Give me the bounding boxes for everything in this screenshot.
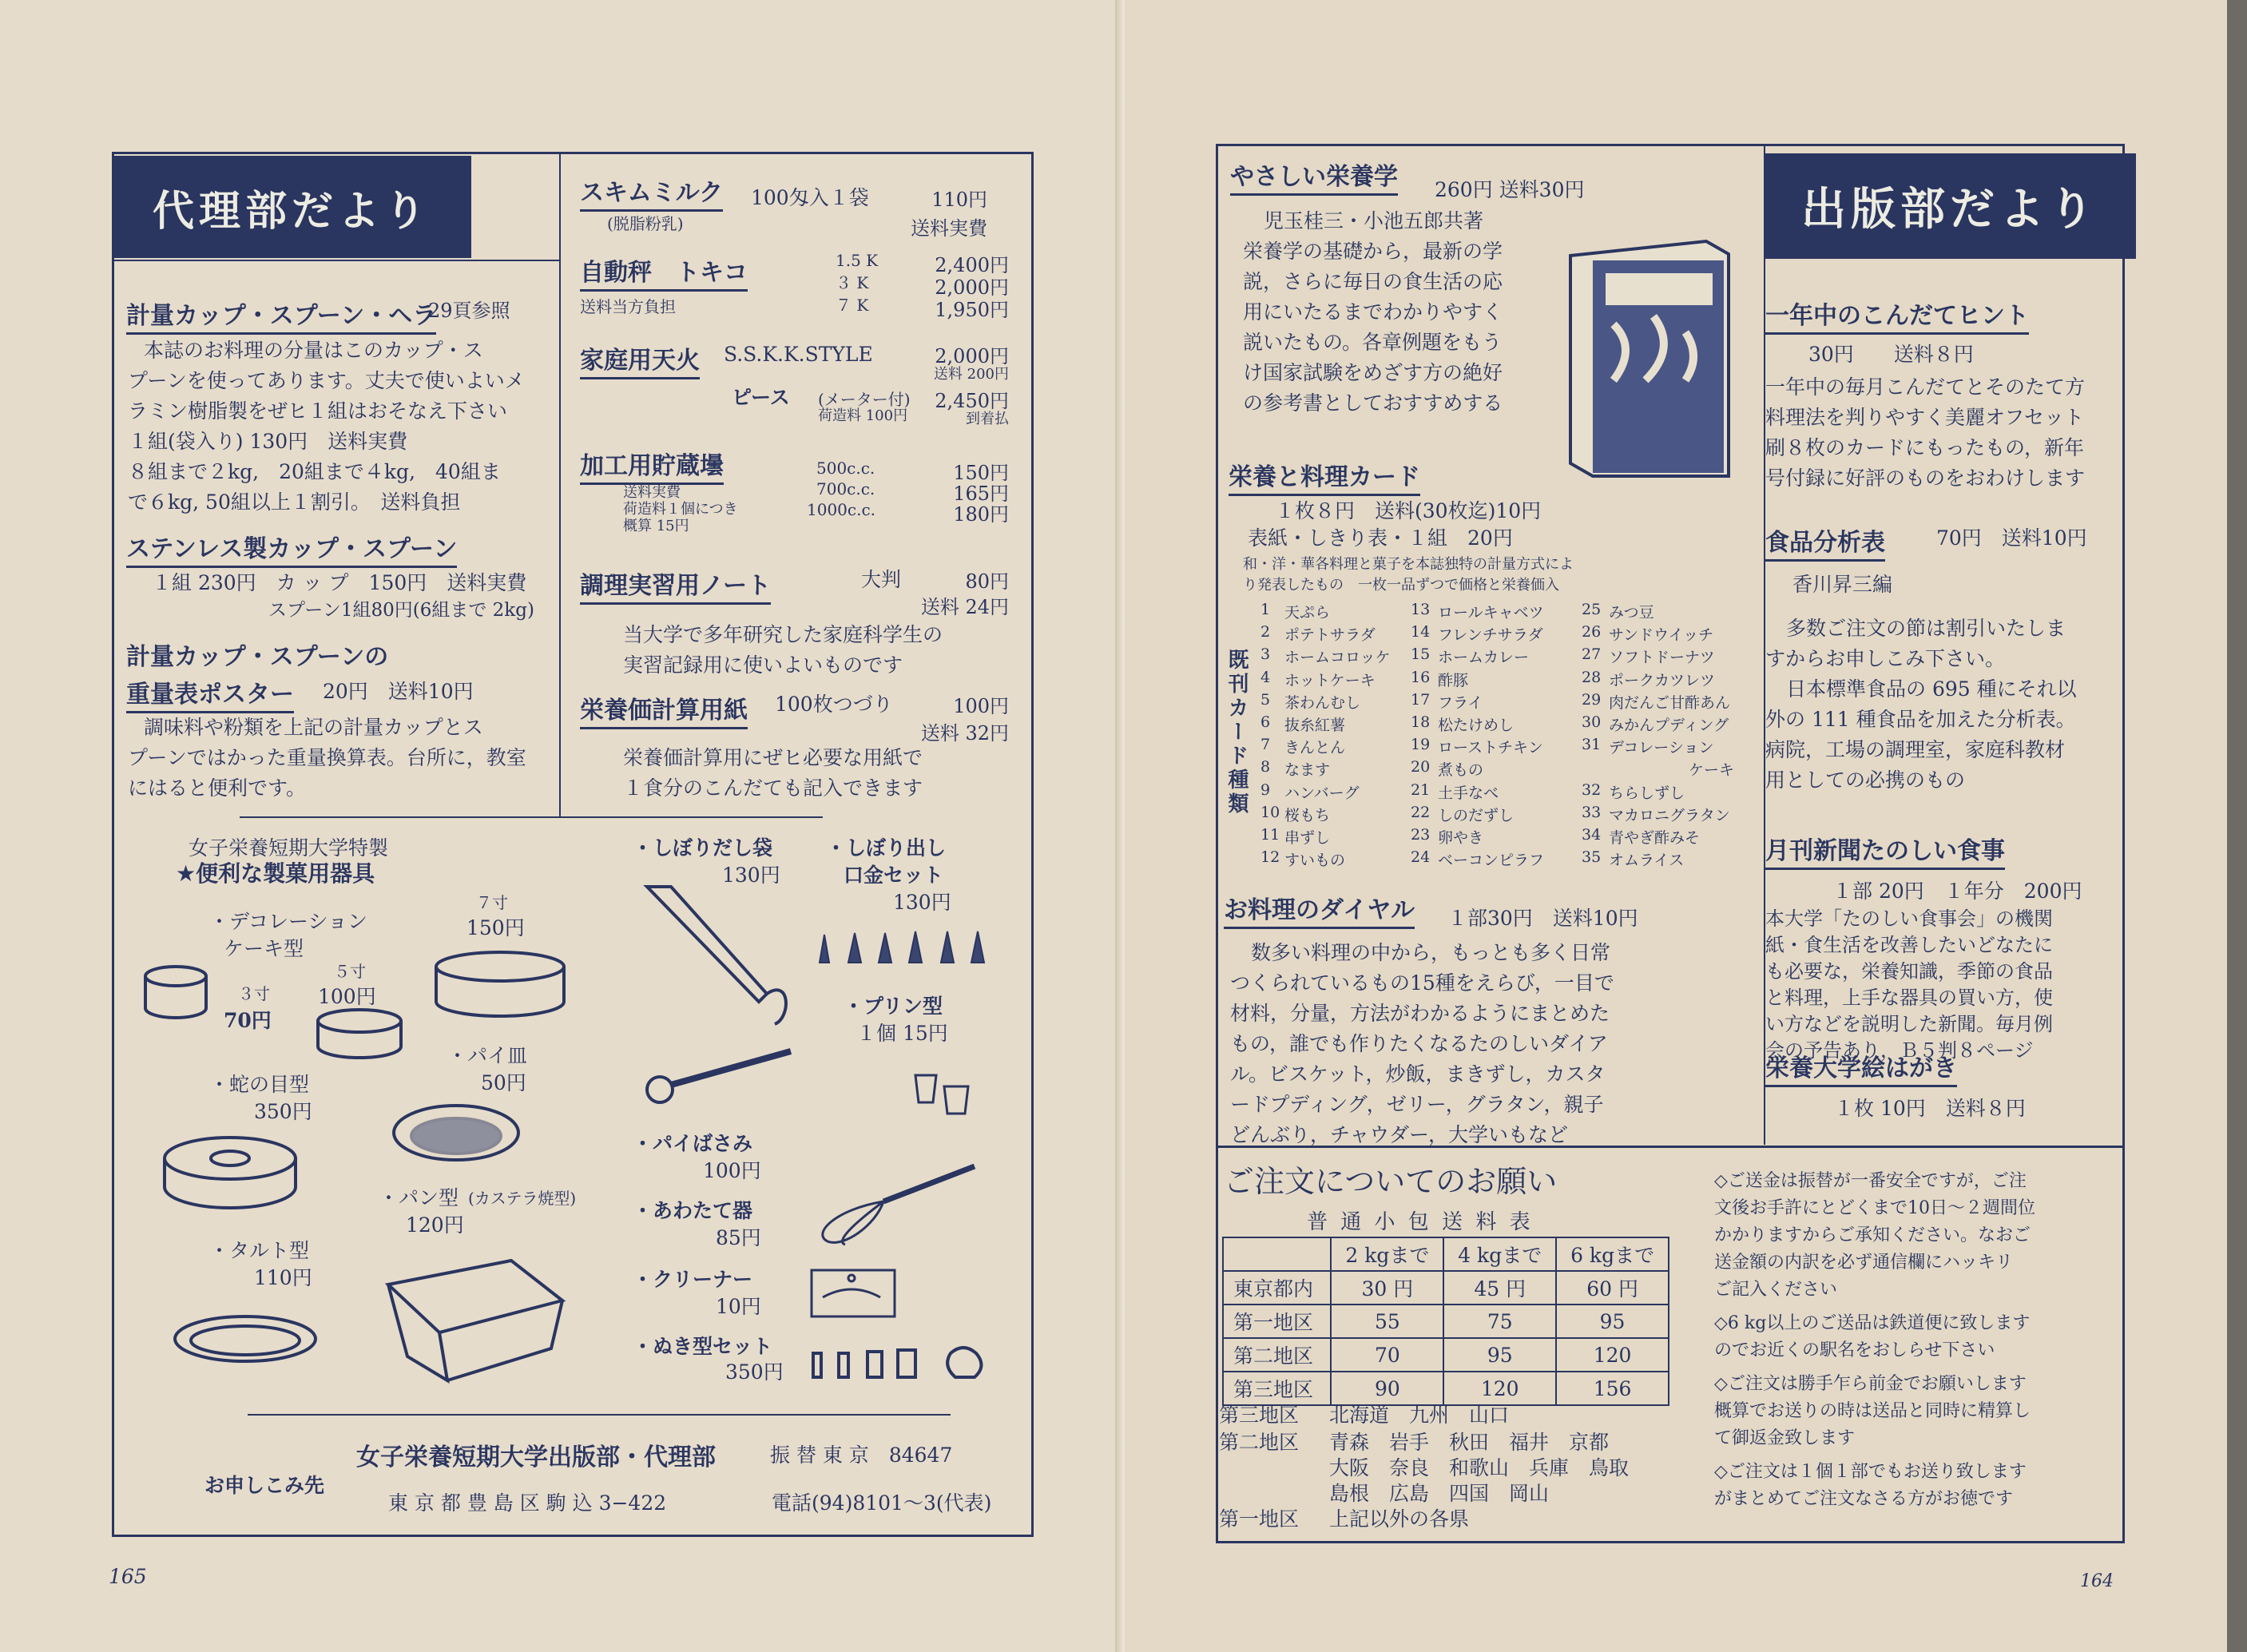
cutter-set-illustration (807, 1342, 991, 1382)
cards-line2: 表紙・しきり表・１組 20円 (1248, 526, 1513, 550)
skim-qty: 100匁入１袋 (751, 186, 869, 209)
menu-line: 一年中の毎月こんだてとそのたて方 (1765, 375, 2086, 399)
table-row (1223, 1372, 1669, 1405)
tool-tart: ・タルト型 (209, 1239, 310, 1262)
calc-price: 100円 (953, 695, 1009, 717)
pie-plate-illustration (388, 1096, 524, 1176)
nutrition-book-title: やさしい栄養学 (1230, 157, 1398, 196)
news-line: 紙・食生活を改善したいどなたに (1765, 934, 2053, 956)
shipping-table-title: 普 通 小 包 送 料 表 (1307, 1210, 1534, 1234)
menu-hints-title: 一年中のこんだてヒント (1765, 296, 2029, 335)
dish-number: 20 (1411, 758, 1431, 776)
menu-line: 料理法を判りやすく美麗オフセット (1765, 406, 2085, 429)
order-notes (1714, 1168, 2035, 1513)
tool-7sun-price: 150円 (466, 916, 525, 939)
skim-title: スキムミルク (580, 173, 723, 212)
account-number: 振 替 東 京 84647 (770, 1444, 953, 1467)
postcard-price: １枚 10円 送料８円 (1834, 1097, 2026, 1120)
notebook-size: 大判 (861, 568, 902, 591)
news-line: 本大学「たのしい食事会」の機関 (1765, 907, 2053, 930)
book-line: 説，さらに毎日の食生活の応 (1243, 270, 1503, 293)
note-line: がまとめてご注文なさる方がお徳です (1714, 1489, 2014, 1509)
dish-name: ロールキャベツ (1438, 604, 1544, 621)
food-line: 日本標準食品の 695 種にそれ以 (1786, 677, 2077, 701)
stainless-title: ステンレス製カップ・スプーン (126, 529, 457, 568)
table-row (1223, 1305, 1669, 1338)
newspaper-price: １部 20円 １年分 200円 (1832, 880, 2082, 903)
order-title: ご注文についてのお願い (1224, 1164, 1558, 1199)
dish-number: 16 (1411, 668, 1431, 686)
dish-number: 33 (1582, 803, 1602, 821)
rate-cell: 70 (1331, 1338, 1443, 1372)
dish-number: 3 (1260, 645, 1271, 664)
scale-size: ７ K (836, 296, 869, 315)
dish-name: サンドウイッチ (1609, 626, 1714, 645)
menu-line: 刷８枚のカードにもったもの，新年 (1765, 436, 2085, 459)
dish-name: デコレーション (1609, 739, 1714, 757)
dial-line: ル。ビスケット，炒飯，まきずし，カスタ (1230, 1062, 1606, 1086)
dish-name: ハンバーグ (1284, 784, 1360, 802)
rate-cell: 156 (1556, 1372, 1669, 1405)
dish-number: 7 (1260, 736, 1271, 754)
note-line: かかりますからご承知ください。なおご (1714, 1225, 2031, 1245)
nutrition-book-body (1243, 206, 1503, 419)
food-table-body (1765, 614, 2077, 796)
dish-name: オムライス (1609, 852, 1685, 870)
poster-price: 20円 送料10円 (323, 680, 474, 703)
tool-nozzle-2: 口金セット (844, 864, 944, 887)
dish-name: マカロニグラタン (1609, 806, 1730, 824)
dish-name: ポークカツレツ (1609, 671, 1716, 689)
tool-bag-price: 130円 (722, 864, 780, 887)
calc-qty: 100枚つづり (775, 693, 893, 716)
news-line: と料理，上手な器具の買い方，使 (1765, 987, 2053, 1009)
piping-bag-illustration (639, 882, 799, 1026)
dish-name: フライ (1438, 693, 1483, 712)
skim-price: 110円 (931, 189, 987, 211)
zone2-list: 青森 岩手 秋田 福井 京都 (1329, 1431, 1610, 1454)
dish-name: なます (1284, 761, 1331, 780)
food-line: 多数ご注文の節は割引いたしま (1786, 617, 2066, 640)
storage-note: 送料実費 (623, 484, 681, 501)
rate-cell: 75 (1443, 1305, 1556, 1338)
dish-number: 29 (1582, 690, 1602, 709)
zone-cell: 第二地区 (1223, 1338, 1331, 1372)
notebook-line: 実習記録用に使いよいものです (623, 653, 903, 677)
dial-line: 数多い料理の中から，もっとも多く日常 (1251, 941, 1611, 964)
calc-line: 栄養価計算用にぜヒ必要な用紙で (623, 746, 923, 769)
dial-line: ードプディング，ゼリー，グラタン，親子 (1230, 1093, 1604, 1116)
dish-name: みかんプディング (1609, 717, 1729, 734)
calc-title: 栄養価計算用紙 (580, 690, 748, 729)
dial-line: 材料，分量，方法がわかるようにまとめた (1230, 1002, 1610, 1025)
storage-size: 500c.c. (816, 459, 875, 478)
nutrition-book-price: 260円 送料30円 (1435, 178, 1585, 201)
zone1-label: 第一地区 (1219, 1507, 1300, 1531)
dial-body (1230, 938, 1614, 1150)
dial-price: １部30円 送料10円 (1447, 907, 1638, 930)
dish-number: 21 (1411, 780, 1431, 799)
shipping-header: 6 kgまで (1556, 1237, 1669, 1271)
poster-line: にはると便利です。 (128, 776, 307, 800)
dish-name: フレンチサラダ (1438, 626, 1543, 645)
poster-line: 調味料や粉類を上記の計量カップとス (144, 716, 483, 739)
dish-name: 松たけめし (1438, 717, 1515, 734)
measuring-body (128, 336, 525, 518)
note-line: 送金額の内訳を必ず通信欄にハッキリ (1714, 1253, 2014, 1273)
phone: 電話(94)8101〜3(代表) (772, 1491, 992, 1515)
menu-line: 号付録に好評のものをおわけします (1765, 467, 2086, 490)
note-line: ◇ご注文は１個１部でもお送り致します (1714, 1462, 2027, 1482)
note-line: ◇6 kg以上のご送品は鉄道便に致します (1714, 1313, 2031, 1333)
storage-price: 165円 (953, 482, 1009, 505)
shipping-header: 4 kgまで (1443, 1237, 1556, 1271)
rate-cell: 45 円 (1443, 1271, 1556, 1305)
tool-janome-price: 350円 (254, 1100, 312, 1123)
skim-sub: (脱脂粉乳) (607, 214, 684, 233)
poster-title2: 重量表ポスター (126, 674, 294, 713)
note-line: ◇ご注文は勝手乍ら前金でお願いします (1714, 1374, 2027, 1394)
tool-pie: ・パイ皿 (447, 1044, 528, 1067)
tool-tart-price: 110円 (254, 1266, 312, 1289)
menu-hints-price: 30円 送料８円 (1808, 343, 1974, 366)
tool-7sun: ７寸 (476, 893, 508, 912)
dish-name: 抜糸紅薯 (1284, 717, 1346, 734)
dish-number: 4 (1260, 668, 1271, 686)
dial-line: どんぶり，チャウダー，大学いもなど (1230, 1123, 1569, 1146)
measuring-line: １組(袋入り) 130円 送料実費 (128, 430, 408, 453)
address: 東 京 都 豊 島 区 駒 込 3−422 (388, 1491, 667, 1515)
zone2-list: 島根 広島 四国 岡山 (1329, 1482, 1550, 1505)
notebook-ship: 送料 24円 (920, 596, 1009, 618)
menu-hints-body (1765, 372, 2085, 494)
book-line: 児玉桂三・小池五郎共著 (1264, 209, 1484, 232)
dial-line: つくられているもの15種をえらび，一目で (1230, 971, 1614, 995)
tool-pan-price: 120円 (406, 1213, 464, 1237)
dish-number: 9 (1260, 780, 1271, 799)
tool-pie-price: 50円 (481, 1071, 526, 1094)
tool-cleaner-price: 10円 (716, 1295, 761, 1318)
agency-header: 代理部だより (112, 156, 471, 258)
measuring-line: プーンを使ってあります。丈夫で使いよいメ (128, 369, 525, 392)
org-name: 女子栄養短期大学出版部・代理部 (356, 1444, 716, 1471)
dish-name: 卵やき (1438, 829, 1484, 847)
zone-cell: 第一地区 (1223, 1305, 1331, 1338)
notebook-title: 調理実習用ノート (580, 566, 771, 605)
dish-name: きんとん (1284, 739, 1346, 757)
book-line: 説いたもの。各章例題をもう (1243, 331, 1503, 354)
dish-number: 25 (1582, 601, 1602, 618)
dish-number: 1 (1260, 601, 1271, 618)
cards-line4: り発表したもの 一枚一品ずつで価格と栄養価入 (1243, 577, 1559, 594)
shipping-header (1223, 1237, 1331, 1271)
rate-cell: 120 (1443, 1372, 1556, 1405)
balance-price2: 2,450円 (935, 390, 1009, 412)
dish-name: ちらしずし (1609, 784, 1685, 802)
tool-nozzle: ・しぼり出し (826, 836, 947, 860)
dish-number: 22 (1411, 803, 1431, 821)
zone2-list: 大阪 奈良 和歌山 兵庫 鳥取 (1329, 1456, 1630, 1479)
ring-mold-illustration (158, 1130, 302, 1225)
zone-cell: 第三地区 (1223, 1372, 1331, 1405)
book-line: け国家試験をめざす方の絶好 (1243, 361, 1503, 384)
dish-number: 11 (1260, 826, 1280, 844)
skim-ship: 送料実費 (911, 217, 987, 240)
measuring-line: ８組まで２kg, 20組まで４kg, 40組ま (128, 460, 501, 483)
cleaner-illustration (807, 1265, 899, 1321)
measuring-ref: 29頁参照 (428, 300, 510, 322)
rate-cell: 120 (1556, 1338, 1669, 1372)
tool-whisk-price: 85円 (716, 1226, 761, 1249)
dish-name: ベーコンピラフ (1438, 852, 1545, 870)
bread-pan-illustration (383, 1253, 567, 1388)
tool-scissors: ・パイばさみ (633, 1132, 753, 1155)
note-line: ご記入ください (1714, 1280, 1838, 1300)
book-line: の参考書としておすすめする (1243, 391, 1503, 415)
tool-pudding-price: １個 15円 (856, 1022, 948, 1045)
balance-brand: S.S.K.K.STYLE (724, 343, 873, 366)
cards-side-label: 既刊カード種類 (1225, 649, 1249, 816)
news-line: も必要な，栄養知識，季節の食品 (1765, 960, 2053, 983)
tool-5sun: ５寸 (334, 962, 366, 981)
food-line: 病院，工場の調理室，家庭科教材 (1765, 738, 2066, 761)
dish-name: 肉だんご甘酢あん (1609, 693, 1731, 712)
dish-number: 32 (1582, 780, 1602, 799)
pastry-wheel-illustration (639, 1043, 799, 1107)
tool-scissors-price: 100円 (703, 1159, 761, 1182)
tools-maker: 女子栄養短期大学特製 (189, 836, 389, 860)
right-page (1125, 0, 2227, 1652)
shipping-table (1222, 1237, 1669, 1406)
tool-nozzle-price: 130円 (893, 891, 951, 914)
dish-number: 28 (1582, 668, 1602, 686)
dish-name: ローストチキン (1438, 739, 1543, 757)
note-line: 文後お手許にとどくまで10日〜２週間位 (1714, 1198, 2035, 1218)
scale-size: 1.5 K (836, 251, 879, 270)
dish-name: ホームカレー (1438, 649, 1530, 667)
storage-price: 150円 (953, 462, 1009, 484)
dish-name: 土手なべ (1438, 784, 1499, 802)
scale-price: 2,400円 (935, 254, 1009, 276)
balance-ship2: 到着払 (966, 411, 1009, 427)
scale-title: 自動秤 トキコ (580, 252, 748, 292)
dial-line: もの，誰でも作りたくなるたのしいダイア (1230, 1032, 1608, 1055)
poster-line: プーンではかった重量換算表。台所に，教室 (128, 746, 526, 769)
tool-3sun-price: 70円 (224, 1009, 272, 1032)
zone1-list: 上記以外の各県 (1329, 1507, 1470, 1531)
nozzle-set-illustration (812, 927, 995, 967)
tool-pan: ・パン型 (379, 1186, 459, 1209)
cards-title: 栄養と料理カード (1229, 457, 1420, 496)
measuring-line: 本誌のお料理の分量はこのカップ・ス (144, 339, 483, 362)
storage-size: 700c.c. (816, 479, 875, 498)
dish-number: 34 (1582, 826, 1602, 844)
rate-cell: 95 (1556, 1305, 1669, 1338)
dish-number: 18 (1411, 713, 1431, 731)
food-table-title: 食品分析表 (1765, 522, 1885, 562)
dish-name: ソフトドーナツ (1609, 649, 1715, 667)
cards-line3: 和・洋・華各料理と菓子を本誌独特の計量方式によ (1243, 556, 1574, 573)
rate-cell: 90 (1331, 1372, 1443, 1405)
dish-number: 17 (1411, 690, 1431, 709)
zone2-label: 第二地区 (1219, 1431, 1300, 1454)
stainless-line2: スプーン1組80円(6組まで 2kg) (268, 600, 534, 621)
page-number-right: 164 (2080, 1571, 2114, 1591)
food-line: 用としての必携のもの (1765, 768, 1966, 792)
balance-meter: (メーター付) (818, 390, 911, 409)
balance-ship1: 送料 200円 (933, 366, 1009, 383)
rate-cell: 60 円 (1556, 1271, 1669, 1305)
news-line: い方などを説明した新聞。毎月例 (1765, 1013, 2053, 1035)
calc-ship: 送料 32円 (920, 722, 1009, 745)
table-row (1223, 1271, 1669, 1305)
dish-number: 13 (1411, 601, 1431, 618)
book-line: 栄養学の基礎から，最新の学 (1243, 240, 1503, 263)
food-line: 外の 111 種食品を加えた分析表。 (1765, 708, 2076, 731)
dish-name: ポテトサラダ (1284, 626, 1376, 645)
tool-whisk: ・あわたて器 (633, 1199, 753, 1222)
dish-name: 酢豚 (1438, 671, 1469, 689)
dish-name: 青やぎ酢みそ (1609, 829, 1701, 847)
note-line: ◇ご送金は振替が一番安全ですが，ご注 (1714, 1171, 2027, 1191)
dish-name: すいもの (1284, 852, 1346, 870)
dish-name: 天ぷら (1284, 604, 1331, 621)
balance-price1: 2,000円 (935, 345, 1009, 367)
storage-price: 180円 (953, 503, 1009, 526)
note-line: のでお近くの駅名をおしらせ下さい (1714, 1340, 1995, 1360)
poster-body (128, 713, 526, 804)
zone3-list: 北海道 九州 山口 (1329, 1404, 1510, 1427)
scale-price: 1,950円 (935, 299, 1009, 321)
dish-name: 桜もち (1284, 806, 1331, 824)
balance-meter-ship: 荷造料 100円 (818, 407, 908, 424)
cake-pans-illustration (136, 935, 583, 1070)
storage-note: 荷造料１個につき (623, 501, 738, 518)
food-table-price: 70円 送料10円 (1936, 526, 2087, 550)
measuring-line: で６kg, 50組以上１割引。 送料負担 (128, 490, 461, 514)
measuring-title: 計量カップ・スプーン・ヘラ (126, 296, 436, 335)
notebook-price: 80円 (965, 570, 1009, 593)
book-line: 用にいたるまでわかりやすく (1243, 300, 1503, 324)
dish-number: 12 (1260, 848, 1280, 867)
dish-number: 10 (1260, 803, 1280, 821)
postcard-title: 栄養大学絵はがき (1765, 1048, 1957, 1087)
dish-number: 30 (1582, 713, 1602, 731)
tool-pudding: ・プリン型 (844, 995, 943, 1018)
page-number-left: 165 (109, 1565, 147, 1588)
dish-name: 茶わんむし (1284, 693, 1361, 712)
scale-note: 送料当方負担 (580, 297, 676, 316)
food-line: すからお申しこみ下さい。 (1765, 647, 2006, 670)
dish-name: ケーキ (1689, 761, 1735, 780)
dish-name: みつ豆 (1609, 604, 1654, 621)
tart-pan-illustration (169, 1310, 321, 1374)
dish-number: 19 (1411, 736, 1431, 754)
cards-line1: １枚８円 送料(30枚迄)10円 (1275, 499, 1542, 522)
dish-number: 5 (1260, 690, 1271, 709)
book-cover-illustration (1566, 236, 1733, 484)
dish-number: 27 (1582, 645, 1602, 664)
tool-janome: ・蛇の目型 (209, 1073, 310, 1096)
dish-name: しのだずし (1438, 806, 1515, 824)
dish-number: 2 (1260, 623, 1271, 641)
shipping-header: 2 kgまで (1331, 1237, 1443, 1271)
tool-5sun-price: 100円 (318, 985, 376, 1008)
dish-name: 串ずし (1284, 829, 1331, 847)
note-line: 概算でお送りの時は送品と同時に精算し (1714, 1401, 2031, 1421)
tools-title: ★便利な製菓用器具 (176, 860, 375, 887)
scale-size: ３ K (836, 273, 869, 292)
storage-note: 概算 15円 (623, 518, 689, 534)
pudding-cups-illustration (912, 1070, 976, 1118)
stainless-line1: １組 230円 カ ッ プ 150円 送料実費 (152, 571, 527, 594)
whisk-illustration (804, 1162, 979, 1249)
dish-number: 15 (1411, 645, 1431, 664)
measuring-line: ラミン樹脂製をぜヒ１組はおそなえ下さい (128, 399, 508, 423)
dish-number: 8 (1260, 758, 1271, 776)
publishing-header: 出版部だより (1764, 153, 2136, 259)
tool-pan-note: (カステラ焼型) (468, 1189, 577, 1208)
dish-number: 23 (1411, 826, 1431, 844)
notebook-line: 当大学で多年研究した家庭科学生の (623, 623, 943, 646)
tool-deco: ・デコレーション (209, 910, 368, 933)
tool-cutter-price: 350円 (725, 1360, 784, 1384)
dish-name: ホットケーキ (1284, 671, 1376, 689)
rate-cell: 95 (1443, 1338, 1556, 1372)
notebook-body (623, 620, 943, 681)
tool-deco-2: ケーキ型 (224, 937, 304, 960)
dish-number: 6 (1260, 713, 1271, 731)
dial-title: お料理のダイヤル (1224, 890, 1415, 929)
newspaper-title: 月刊新聞たのしい食事 (1765, 831, 2005, 870)
storage-size: 1000c.c. (807, 500, 876, 519)
news-line: 会の予告あり，Ｂ５判８ページ (1765, 1039, 2034, 1062)
calc-body (623, 743, 923, 804)
poster-title1: 計量カップ・スプーンの (126, 643, 389, 671)
order-label: お申しこみ先 (204, 1474, 325, 1497)
zone3-label: 第三地区 (1219, 1404, 1300, 1427)
balance-piece: ピース (732, 386, 790, 409)
zone-cell: 東京都内 (1223, 1271, 1331, 1305)
dish-name: 煮もの (1438, 761, 1484, 780)
newspaper-body (1765, 906, 2053, 1064)
calc-line: １食分のこんだても記入できます (623, 776, 923, 800)
dish-name: ホームコロッケ (1284, 649, 1391, 667)
rate-cell: 55 (1331, 1305, 1443, 1338)
tool-bag: ・しぼりだし袋 (633, 836, 773, 860)
balance-title: 家庭用天火 (580, 340, 700, 379)
note-line: て御返金致します (1714, 1428, 1856, 1448)
dish-number: 35 (1582, 848, 1602, 867)
dish-number: 31 (1582, 736, 1602, 754)
tool-cutter: ・ぬき型セット (633, 1335, 773, 1358)
storage-title: 加工用貯蔵壜 (580, 446, 724, 485)
rate-cell: 30 円 (1331, 1271, 1443, 1305)
tool-3sun: ３寸 (238, 984, 270, 1003)
dish-number: 24 (1411, 848, 1431, 867)
table-row (1223, 1338, 1669, 1372)
tool-cleaner: ・クリーナー (633, 1268, 753, 1291)
dish-number: 14 (1411, 623, 1431, 641)
dish-number: 26 (1582, 623, 1602, 641)
scale-price: 2,000円 (935, 276, 1009, 299)
food-table-author: 香川昇三編 (1792, 573, 1893, 596)
